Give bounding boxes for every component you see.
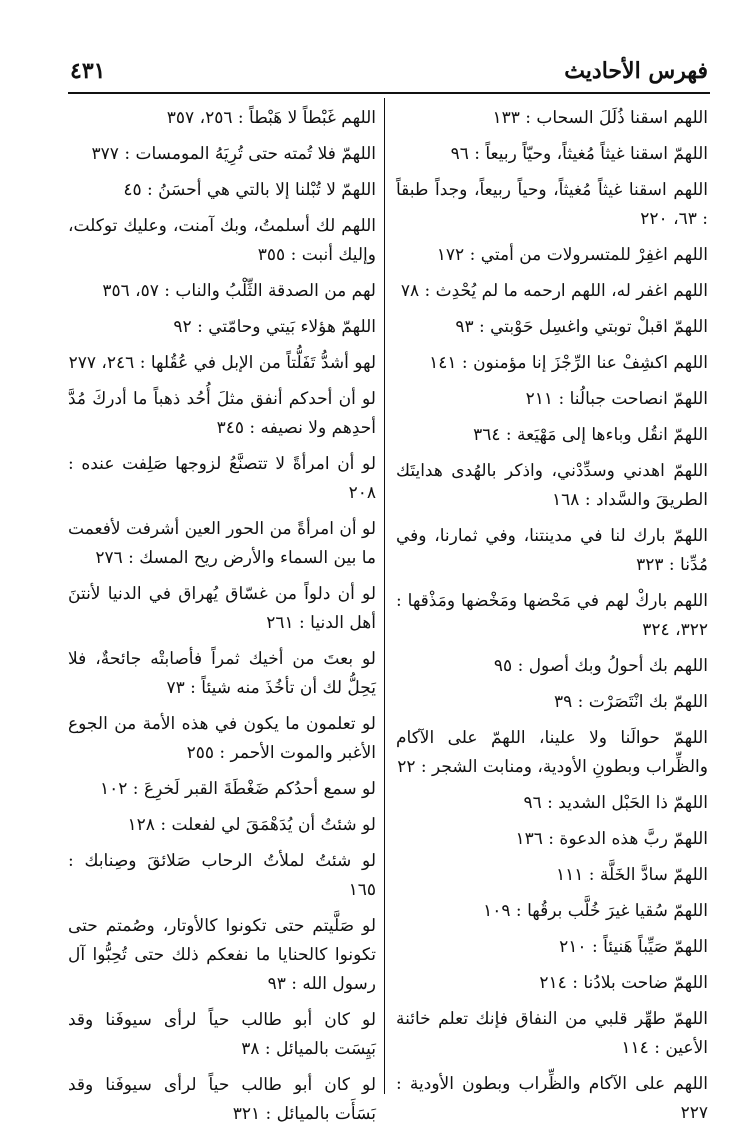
hadith-entry: اللهمّ فلا تُمته حتى تُرِيَهُ المومسات : ٣٧٧ [91, 144, 376, 164]
hadith-entry: اللهمّ ربَّ هذه الدعوة : ١٣٦ [515, 829, 708, 849]
hadith-entry: اللهمّ اسقنا غيثاً مُغيثاً، وحيّاً ربيعاً : ٩٦ [450, 144, 708, 164]
hadith-entry: لو شئتُ أن يُدَهْمَقَ لي لفعلت : ١٢٨ [127, 815, 376, 835]
hadith-entry: اللهمّ طهِّر قلبي من النفاق فإنك تعلم خائنة الأعين : ١١٤ [396, 1009, 708, 1058]
hadith-entry: اللهم اسقنا غيثاً مُغيثاً، وحياً ربيعاً، وجداً طبقاً : ٦٣، ٢٢٠ [396, 180, 708, 229]
hadith-entry: اللهمّ ضاحت بلادُنا : ٢١٤ [539, 973, 708, 993]
hadith-entry: اللهمّ بارك لنا في مدينتنا، وفي ثمارنا، وفي مُدِّنا : ٣٢٣ [396, 526, 708, 575]
hadith-entry: اللهم اكشِفْ عنا الرِّجْزَ إنا مؤمنون : ١٤١ [429, 353, 708, 373]
hadith-entry: اللهمّ صَيِّباً هَنيئاً : ٢١٠ [559, 937, 708, 957]
hadith-entry: اللهم باركْ لهم في مَحْضها ومَخْضها ومَذْقها : ٣٢٢، ٣٢٤ [396, 591, 708, 640]
hadith-entry: لو كان أبو طالب حياً لرأى سيوفَنا وقد بَيِسَت بالميائل : ٣٨ [68, 1010, 376, 1059]
page-number: ٤٣١ [70, 58, 106, 84]
hadith-entry: اللهمّ سُقيا غيرَ خُلَّب برقُها : ١٠٩ [483, 901, 708, 921]
hadith-entry: لو أن امرأةً لا تتصنَّعُ لزوجها صَلِفت عنده : ٢٠٨ [68, 454, 376, 503]
hadith-entry: اللهمّ اهدني وسدِّدْني، واذكر بالهُدى هدايتَك الطريقَ والسَّداد : ١٦٨ [396, 461, 708, 510]
hadith-entry: لو بعتَ من أخيك ثمراً فأصابتْه جائحةٌ، فلا يَحِلُّ لك أن تأخُذَ منه شيئاً : ٧٣ [68, 649, 376, 698]
page-title: فهرس الأحاديث [564, 58, 708, 84]
hadith-entry: اللهمّ لا تُبْلنا إلا بالتي هي أحسَنُ : ٤٥ [123, 180, 376, 200]
page-header [70, 56, 708, 92]
hadith-entry: لو كان أبو طالب حياً لرأى سيوفَنا وقد بَسَأَت بالميائل : ٣٢١ [68, 1075, 376, 1124]
hadith-entry: لو شئتُ لملأتُ الرحاب صَلائقَ وصِنابك : ١٦٥ [68, 851, 376, 900]
hadith-entry: اللهم اغفر له، اللهم ارحمه ما لم يُحْدِث : ٧٨ [400, 281, 708, 301]
hadith-entry: اللهمّ بك انْتَصَرْت : ٣٩ [553, 692, 708, 712]
hadith-entry: اللهمّ حوالَنا ولا علينا، اللهمّ على الآكام والظِّراب وبطونِ الأودية، ومنابت الشجر : ٢٢ [396, 728, 708, 777]
hadith-entry: اللهم لك أسلمتُ، وبك آمنت، وعليك توكلت، وإليك أنبت : ٣٥٥ [68, 216, 376, 265]
hadith-entry: لهم من الصدقة الثِّلْبُ والناب : ٥٧، ٣٥٦ [102, 281, 376, 301]
hadith-entry: لو أن دلواً من غسّاق يُهراق في الدنيا لأنتنَ أهل الدنيا : ٢٦١ [68, 584, 376, 633]
right-column [396, 104, 708, 1135]
hadith-entry: اللهم اغفِرْ للمتسرولات من أمتي : ١٧٢ [436, 245, 708, 265]
hadith-entry: اللهم غَبْطاً لا هَبْطاً : ٢٥٦، ٣٥٧ [166, 108, 376, 128]
hadith-entry: لهو أشدُّ تَفَلُّتاً من الإبل في عُقُلها : ٢٤٦، ٢٧٧ [68, 353, 376, 373]
hadith-entry: لو أن أحدكم أنفق مثلَ أُحُد ذهباً ما أدركَ مُدَّ أحدِهم ولا نصيفه : ٣٤٥ [68, 389, 376, 438]
hadith-entry: لو صَلَّيتم حتى تكونوا كالأوتار، وصُمتم حتى تكونوا كالحنايا ما نفعكم ذلك حتى تُحِبُّوا آل رسول الله : ٩٣ [68, 916, 376, 994]
hadith-entry: اللهمّ ذا الحَبْل الشديد : ٩٦ [523, 793, 708, 813]
hadith-entry: اللهمّ انصاحت جبالُنا : ٢١١ [525, 389, 708, 409]
hadith-entry: اللهمّ سادَّ الخَلَّة : ١١١ [555, 865, 708, 885]
hadith-entry: اللهم بك أحولُ وبك أصول : ٩٥ [493, 656, 708, 676]
hadith-entry: لو أن امرأةً من الحور العين أشرفت لأفعمت ما بين السماء والأرض ريح المسك : ٢٧٦ [68, 519, 376, 568]
column-separator [384, 98, 385, 1094]
hadith-entry: لو تعلمون ما يكون في هذه الأمة من الجوع الأغبر والموت الأحمر : ٢٥٥ [68, 714, 376, 763]
header-rule [68, 92, 710, 94]
hadith-entry: اللهمّ هؤلاء بَيتي وحامّتي : ٩٢ [173, 317, 376, 337]
hadith-entry: اللهمّ اقبلْ توبتي واغسِل حَوْبتي : ٩٣ [455, 317, 708, 337]
hadith-entry: اللهمّ انقُل وباءها إلى مَهْيَعة : ٣٦٤ [473, 425, 708, 445]
hadith-entry: اللهم اسقنا ذُلَلَ السحاب : ١٣٣ [492, 108, 708, 128]
left-column [68, 104, 376, 1136]
hadith-entry: اللهم على الآكام والظِّراب وبطون الأودية : ٢٢٧ [396, 1074, 708, 1123]
hadith-entry: لو سمع أحدُكم ضَغْطَةَ القبر لَخرِعَ : ١٠٢ [100, 779, 376, 799]
